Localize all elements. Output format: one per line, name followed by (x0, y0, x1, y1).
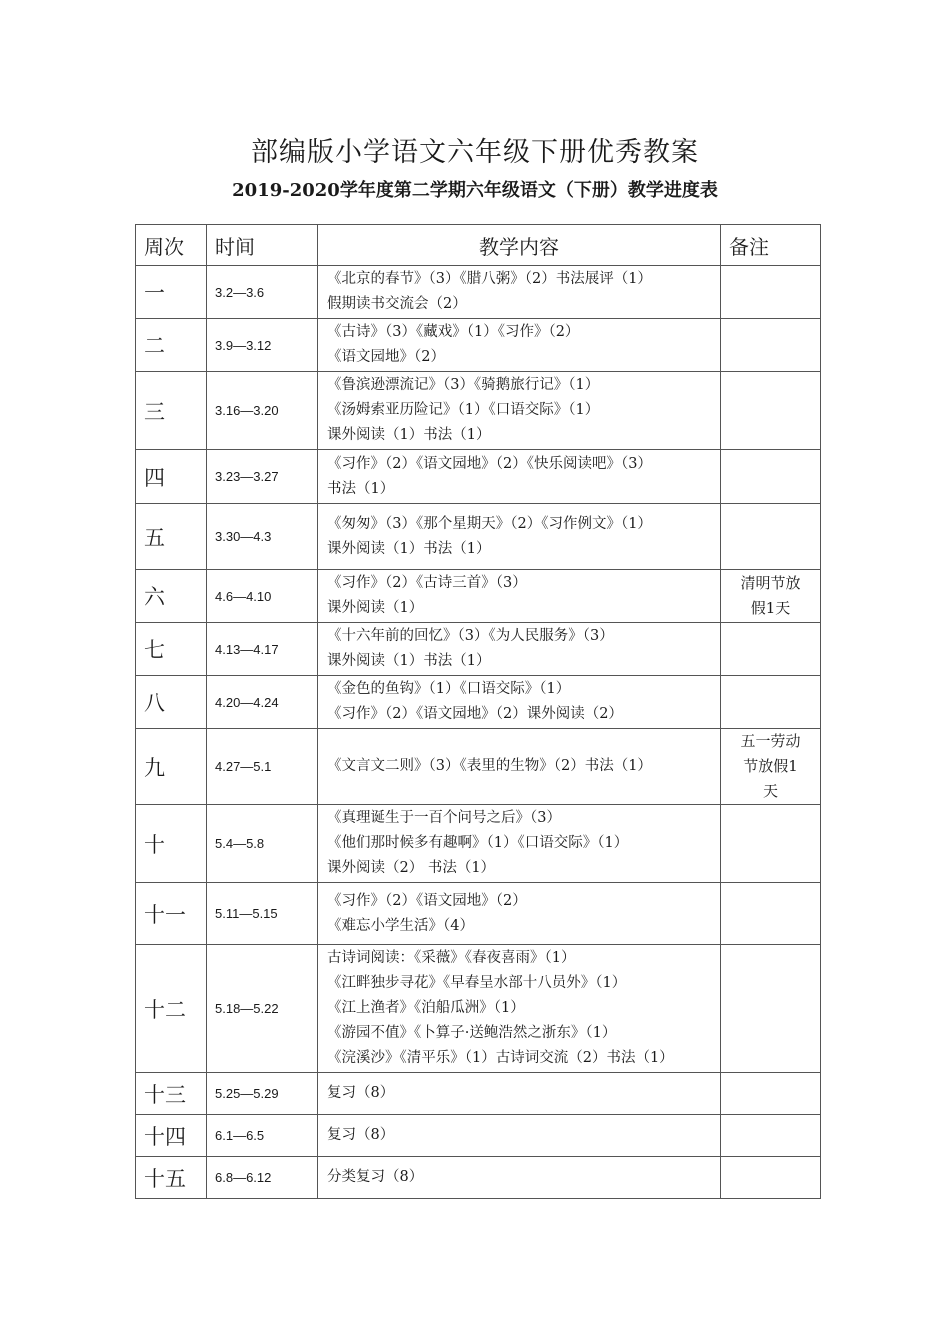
week-cell: 十 (136, 805, 207, 883)
table-row (136, 945, 821, 1073)
header-note: 备注 (721, 225, 821, 266)
week-cell: 十四 (136, 1115, 207, 1157)
note-cell (721, 1157, 821, 1199)
week-cell: 一 (136, 266, 207, 319)
table-row (136, 1073, 821, 1115)
content-cell (318, 570, 721, 623)
note-cell (721, 1073, 821, 1115)
time-cell: 4.20—4.24 (207, 676, 318, 729)
content-cell (318, 450, 721, 504)
week-cell: 二 (136, 319, 207, 372)
note-cell (721, 504, 821, 570)
table-row (136, 570, 821, 623)
week-cell: 十二 (136, 945, 207, 1073)
content-cell (318, 504, 721, 570)
note-cell (721, 319, 821, 372)
content-line: 分类复习（8） (327, 1169, 424, 1185)
content-line: 《文言文二则》（3）《表里的生物》（2）书法（1） (327, 758, 652, 774)
content-line: 古诗词阅读：《采薇》《春夜喜雨》（1） (327, 950, 576, 966)
week-cell: 七 (136, 623, 207, 676)
content-cell (318, 319, 721, 372)
content-line: 《十六年前的回忆》（3）《为人民服务》（3） (327, 628, 614, 644)
content-cell (318, 729, 721, 805)
content-line: 《习作》（2）《语文园地》（2） (327, 892, 527, 909)
content-line: 课外阅读（1）书法（1） (327, 653, 491, 669)
content-line: 课外阅读（1） (327, 600, 424, 616)
time-cell: 5.4—5.8 (207, 805, 318, 883)
header-content: 教学内容 (318, 225, 721, 266)
note-cell (721, 1115, 821, 1157)
header-time: 时间 (207, 225, 318, 266)
note-cell (721, 945, 821, 1073)
table-row (136, 504, 821, 570)
time-cell: 3.2—3.6 (207, 266, 318, 319)
table-row (136, 1157, 821, 1199)
content-line: 课外阅读（1）书法（1） (327, 427, 491, 443)
schedule-table (135, 224, 821, 1199)
note-cell (721, 450, 821, 504)
content-line: 复习（8） (327, 1127, 395, 1143)
content-cell (318, 1073, 721, 1115)
table-body (136, 266, 821, 1199)
content-line: 假期读书交流会（2） (327, 296, 467, 312)
content-cell (318, 623, 721, 676)
week-cell: 四 (136, 450, 207, 504)
content-cell (318, 1157, 721, 1199)
note-cell (721, 676, 821, 729)
content-cell (318, 266, 721, 319)
content-cell (318, 945, 721, 1073)
content-line: 《匆匆》（3）《那个星期天》（2）《习作例文》（1） (327, 515, 652, 532)
content-cell (318, 1115, 721, 1157)
content-line: 《汤姆索亚历险记》（1）《口语交际》（1） (327, 402, 600, 418)
time-cell: 3.16—3.20 (207, 372, 318, 450)
time-cell: 4.6—4.10 (207, 570, 318, 623)
table-row (136, 319, 821, 372)
document-title: 部编版小学语文六年级下册优秀教案 (251, 137, 699, 168)
week-cell: 九 (136, 729, 207, 805)
table-row (136, 805, 821, 883)
week-cell: 八 (136, 676, 207, 729)
content-line: 《江畔独步寻花》《早春呈水部十八员外》（1） (327, 975, 627, 991)
content-line: 课外阅读（2） 书法（1） (327, 860, 496, 876)
time-cell: 4.27—5.1 (207, 729, 318, 805)
week-cell: 十三 (136, 1073, 207, 1115)
content-line: 《北京的春节》（3）《腊八粥》（2）书法展评（1） (327, 271, 652, 287)
week-cell: 三 (136, 372, 207, 450)
schedule-subtitle: 2019-2020学年度第二学期六年级语文（下册）教学进度表 (232, 180, 718, 201)
time-cell: 5.18—5.22 (207, 945, 318, 1073)
time-cell: 3.23—3.27 (207, 450, 318, 504)
week-cell: 五 (136, 504, 207, 570)
content-line: 《他们那时候多有趣啊》（1）《口语交际》（1） (327, 835, 629, 851)
table-row (136, 729, 821, 805)
content-cell (318, 805, 721, 883)
content-cell (318, 372, 721, 450)
content-line: 《鲁滨逊漂流记》（3）《骑鹅旅行记》（1） (327, 377, 600, 393)
content-line: 《习作》（2）《语文园地》（2）《快乐阅读吧》（3） (327, 455, 652, 472)
table-row (136, 676, 821, 729)
note-cell: 五一劳动 节放假1 天 (721, 729, 821, 805)
content-line: 复习（8） (327, 1085, 395, 1101)
time-cell: 6.8—6.12 (207, 1157, 318, 1199)
table-row (136, 883, 821, 945)
time-cell: 5.25—5.29 (207, 1073, 318, 1115)
content-cell (318, 676, 721, 729)
table-row (136, 450, 821, 504)
time-cell: 6.1—6.5 (207, 1115, 318, 1157)
content-line: 《江上渔者》《泊船瓜洲》（1） (327, 1000, 525, 1016)
content-line: 《游园不值》《卜算子·送鲍浩然之浙东》（1） (327, 1025, 617, 1041)
table-row (136, 623, 821, 676)
time-cell: 3.9—3.12 (207, 319, 318, 372)
content-line: 《古诗》（3）《藏戏》（1）《习作》（2） (327, 324, 580, 340)
content-line: 书法（1） (327, 480, 395, 497)
time-cell: 3.30—4.3 (207, 504, 318, 570)
table-row (136, 1115, 821, 1157)
time-cell: 5.11—5.15 (207, 883, 318, 945)
note-cell (721, 372, 821, 450)
content-line: 《难忘小学生活》（4） (327, 917, 474, 934)
note-cell (721, 266, 821, 319)
table-row (136, 266, 821, 319)
table-row (136, 372, 821, 450)
note-cell (721, 623, 821, 676)
content-line: 《习作》（2）《古诗三首》（3） (327, 575, 527, 591)
content-line: 《习作》（2）《语文园地》（2）课外阅读（2） (327, 706, 623, 722)
week-cell: 十一 (136, 883, 207, 945)
content-line: 《金色的鱼钩》（1）《口语交际》（1） (327, 681, 571, 697)
note-cell (721, 805, 821, 883)
table-header-row (136, 225, 821, 266)
note-cell (721, 883, 821, 945)
content-line: 《浣溪沙》《清平乐》（1）古诗词交流（2）书法（1） (327, 1050, 674, 1066)
content-cell (318, 883, 721, 945)
header-week: 周次 (136, 225, 207, 266)
note-cell: 清明节放 假1天 (721, 570, 821, 623)
week-cell: 六 (136, 570, 207, 623)
content-line: 《真理诞生于一百个问号之后》（3） (327, 810, 561, 826)
content-line: 《语文园地》（2） (327, 349, 445, 365)
time-cell: 4.13—4.17 (207, 623, 318, 676)
content-line: 课外阅读（1）书法（1） (327, 540, 491, 557)
week-cell: 十五 (136, 1157, 207, 1199)
